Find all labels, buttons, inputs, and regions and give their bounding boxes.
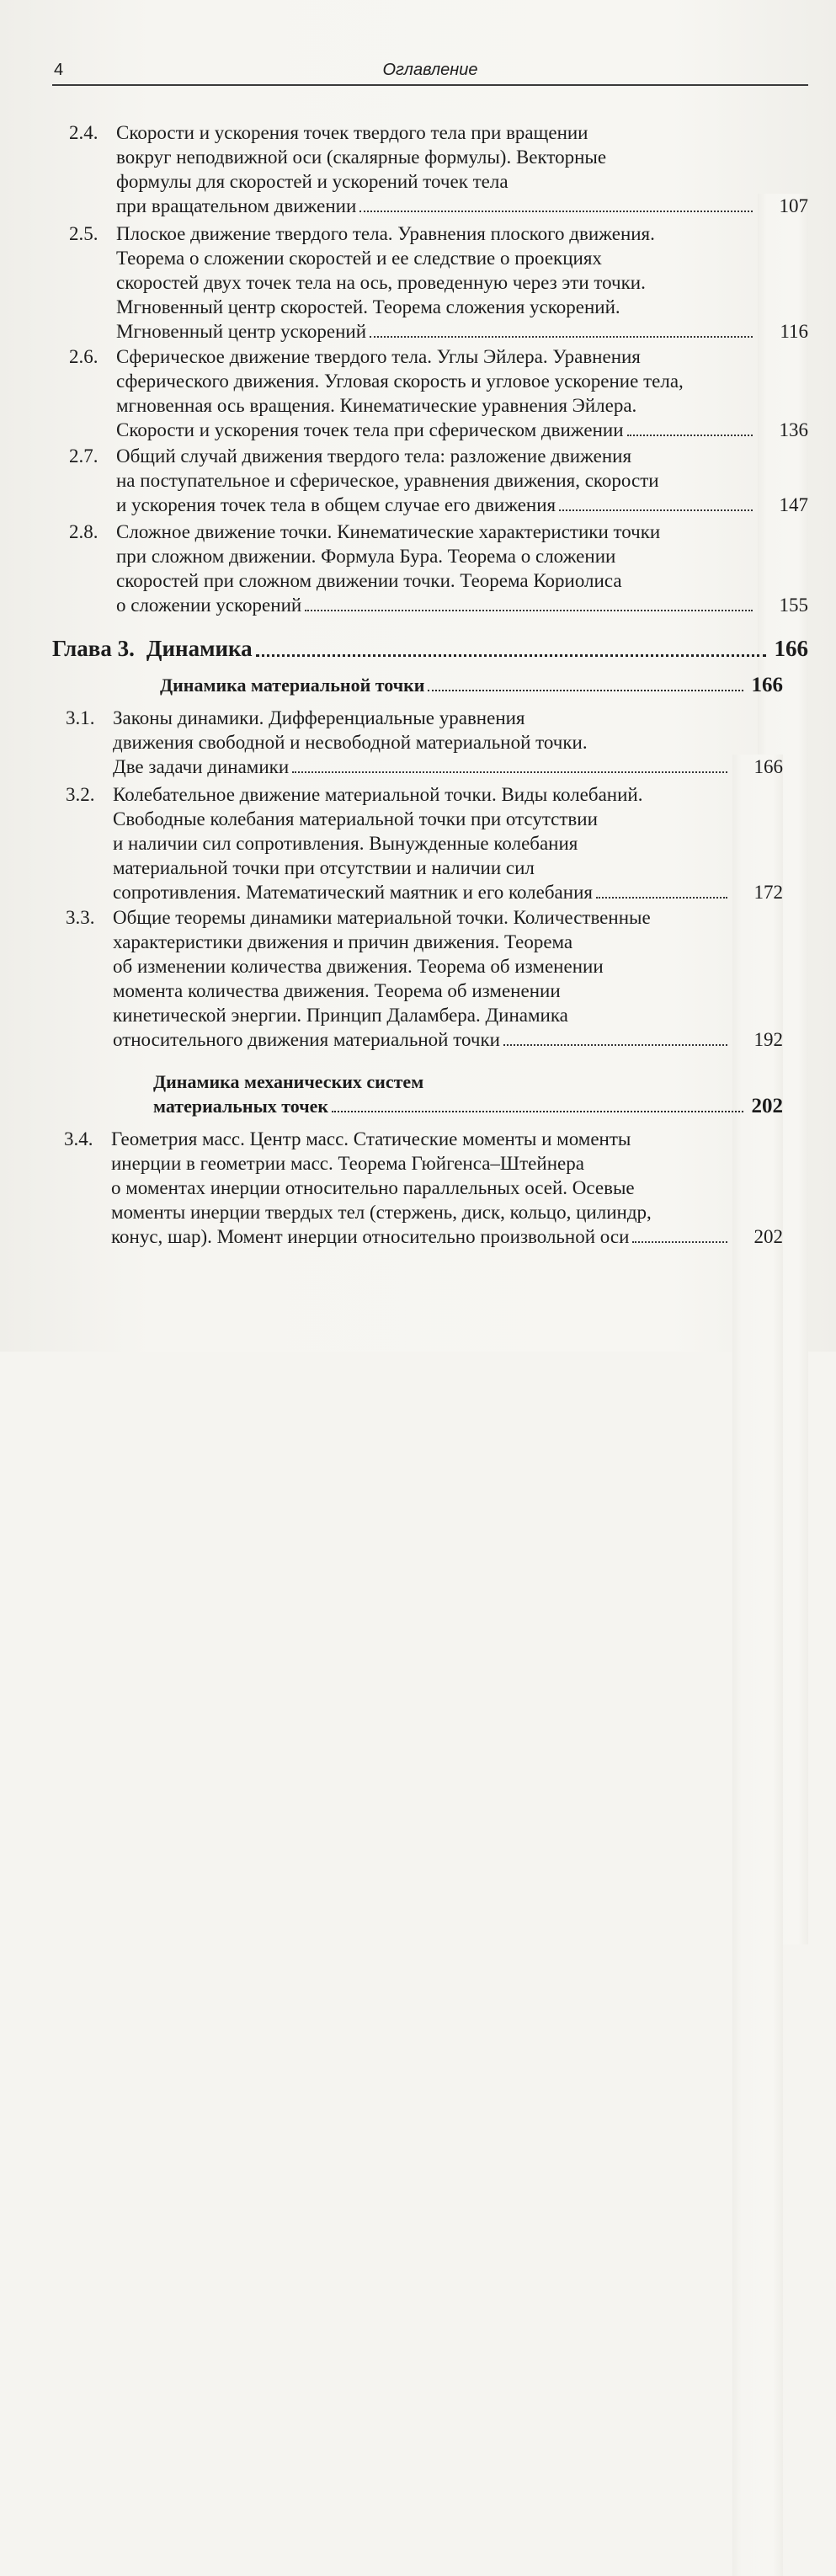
dot-leader bbox=[256, 636, 766, 657]
running-head bbox=[52, 59, 808, 86]
chapter-page-number: 166 bbox=[774, 636, 808, 661]
entry-page-number: 136 bbox=[758, 418, 808, 1769]
entry-title-line: при сложном движении. Формула Бура. Теорема о сложении bbox=[116, 546, 616, 567]
entry-title-line: движения свободной и несвободной материальной точки. bbox=[113, 732, 588, 753]
entry-page-number: 166 bbox=[732, 755, 783, 2106]
entry-title bbox=[116, 344, 758, 442]
entry-page-number: 192 bbox=[732, 1027, 783, 2379]
entry-number: 3.3. bbox=[66, 907, 95, 928]
section-title-line: Динамика механических систем bbox=[153, 1071, 424, 1092]
section-heading[interactable] bbox=[153, 1069, 783, 1118]
entry-title bbox=[113, 905, 732, 1052]
entry-title-line: Мгновенный центр скоростей. Теорема сложения ускорений. bbox=[116, 296, 620, 317]
entry-title-last-line bbox=[116, 593, 758, 617]
entry-number: 2.4. bbox=[69, 122, 99, 143]
entry-title-line: и ускорения точек тела в общем случае его движения bbox=[116, 494, 556, 515]
chapter-title: Динамика bbox=[146, 636, 253, 661]
entry-number: 2.6. bbox=[69, 346, 99, 367]
entry-title bbox=[111, 1127, 732, 1249]
entry-title bbox=[113, 706, 732, 779]
page-number: 4 bbox=[54, 61, 64, 79]
entry-title-line: сопротивления. Математический маятник и его колебания bbox=[113, 882, 593, 903]
entry-number: 2.7. bbox=[69, 445, 99, 467]
entry-title-line: Теорема о сложении скоростей и ее следствие о проекциях bbox=[116, 248, 602, 269]
dot-leader bbox=[627, 418, 753, 436]
dot-leader bbox=[632, 1224, 727, 1243]
entry-title bbox=[116, 444, 758, 517]
running-title: Оглавление bbox=[382, 61, 478, 79]
entry-title-line: Плоское движение твердого тела. Уравнения плоского движения. bbox=[116, 223, 655, 244]
dot-leader bbox=[305, 593, 753, 611]
entry-title-line: Две задачи динамики bbox=[113, 756, 290, 777]
entry-title bbox=[116, 520, 758, 617]
entry-title-line: о моментах инерции относительно параллельных осей. Осевые bbox=[111, 1177, 635, 1198]
entry-title-line: скоростей при сложном движении точки. Теорема Кориолиса bbox=[116, 570, 622, 591]
entry-title-line: Сферическое движение твердого тела. Углы Эйлера. Уравнения bbox=[116, 346, 641, 367]
section-heading[interactable] bbox=[160, 673, 783, 697]
entry-title-line: при вращательном движении bbox=[116, 195, 357, 216]
entry-title-line: об изменении количества движения. Теорема об изменении bbox=[113, 956, 604, 977]
entry-title-line: формулы для скоростей и ускорений точек тела bbox=[116, 171, 509, 192]
entry-page-number: 147 bbox=[758, 493, 808, 1844]
dot-leader bbox=[292, 755, 727, 773]
entry-page-number: 107 bbox=[758, 194, 808, 1545]
entry-title-last-line bbox=[116, 493, 758, 517]
entry-title-line: конус, шар). Момент инерции относительно произвольной оси bbox=[111, 1226, 630, 1247]
entry-title-line: материальной точки при отсутствии и наличии сил bbox=[113, 857, 535, 878]
entry-title-line: Мгновенный центр ускорений bbox=[116, 321, 367, 342]
entry-title-line: вокруг неподвижной оси (скалярные формулы). Векторные bbox=[116, 147, 607, 168]
entry-title-line: Свободные колебания материальной точки при отсутствии bbox=[113, 808, 598, 829]
entry-title bbox=[116, 221, 758, 344]
entry-title-line: Колебательное движение материальной точки. Виды колебаний. bbox=[113, 784, 643, 805]
entry-title-line: характеристики движения и причин движения. Теорема bbox=[113, 931, 573, 952]
entry-title-line: и наличии сил сопротивления. Вынужденные колебания bbox=[113, 833, 578, 854]
chapter-label: Глава 3. bbox=[52, 636, 135, 661]
entry-number: 3.2. bbox=[66, 784, 95, 805]
section-title-last-line bbox=[160, 673, 783, 697]
entry-title-last-line bbox=[116, 194, 758, 218]
entry-title bbox=[113, 782, 732, 904]
entry-page-number: 155 bbox=[758, 593, 808, 1944]
entry-title-last-line bbox=[111, 1224, 732, 1249]
entry-title-last-line bbox=[113, 1027, 732, 1052]
entry-title-line: Общие теоремы динамики материальной точки. Количественные bbox=[113, 907, 651, 928]
entry-title-line: о сложении ускорений bbox=[116, 595, 302, 616]
entry-title-line: на поступательное и сферическое, уравнения движения, скорости bbox=[116, 470, 659, 491]
entry-title bbox=[116, 120, 758, 218]
entry-title-line: Общий случай движения твердого тела: разложение движения bbox=[116, 445, 632, 467]
entry-title-line: скоростей двух точек тела на ось, проведенную через эти точки. bbox=[116, 272, 646, 293]
entry-number: 3.1. bbox=[66, 707, 95, 728]
dot-leader bbox=[596, 880, 727, 899]
dot-leader bbox=[332, 1094, 743, 1112]
entry-title-line: Законы динамики. Дифференциальные уравнения bbox=[113, 707, 525, 728]
entry-title-line: кинетической энергии. Принцип Даламбера. Динамика bbox=[113, 1005, 568, 1026]
entry-title-line: относительного движения материальной точки bbox=[113, 1029, 500, 1050]
entry-title-line: момента количества движения. Теорема об изменении bbox=[113, 980, 561, 1001]
dot-leader bbox=[370, 319, 753, 338]
entry-number: 2.5. bbox=[69, 223, 99, 244]
section-title-last-line bbox=[153, 1094, 783, 1118]
entry-number: 3.4. bbox=[64, 1128, 93, 1149]
dot-leader bbox=[559, 493, 753, 511]
section-title-line: материальных точек bbox=[153, 1096, 329, 1117]
dot-leader bbox=[359, 194, 753, 212]
entry-title-last-line bbox=[113, 880, 732, 904]
entry-title-line: моменты инерции твердых тел (стержень, диск, кольцо, цилиндр, bbox=[111, 1202, 652, 1223]
dot-leader bbox=[503, 1027, 727, 1046]
entry-title-line: сферического движения. Угловая скорость и угловое ускорение тела, bbox=[116, 371, 684, 392]
entry-page-number: 202 bbox=[732, 1224, 783, 2576]
entry-title-last-line bbox=[116, 418, 758, 442]
entry-title-line: мгновенная ось вращения. Кинематические уравнения Эйлера. bbox=[116, 395, 637, 416]
entry-title-line: Сложное движение точки. Кинематические характеристики точки bbox=[116, 521, 661, 542]
section-page-number: 166 bbox=[751, 674, 783, 696]
section-page-number: 202 bbox=[751, 1095, 783, 1117]
entry-title-last-line bbox=[113, 755, 732, 779]
entry-number: 2.8. bbox=[69, 521, 99, 542]
section-title-line: Динамика материальной точки bbox=[160, 675, 425, 696]
entry-title-last-line bbox=[116, 319, 758, 344]
entry-page-number: 172 bbox=[732, 880, 783, 2232]
entry-title-line: инерции в геометрии масс. Теорема Гюйгенса–Штейнера bbox=[111, 1153, 584, 1174]
dot-leader bbox=[428, 673, 743, 691]
entry-title-line: Скорости и ускорения точек тела при сферическом движении bbox=[116, 419, 624, 440]
entry-title-line: Скорости и ускорения точек твердого тела при вращении bbox=[116, 122, 588, 143]
chapter-heading[interactable] bbox=[52, 636, 808, 666]
entry-page-number: 116 bbox=[758, 319, 808, 1671]
entry-title-line: Геометрия масс. Центр масс. Статические моменты и моменты bbox=[111, 1128, 631, 1149]
